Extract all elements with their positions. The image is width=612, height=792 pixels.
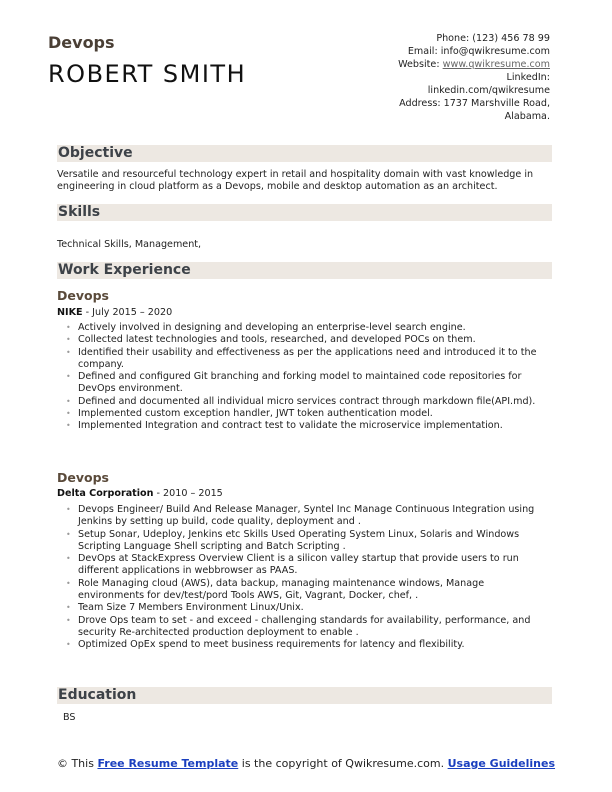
phone: Phone: (123) 456 78 99 xyxy=(436,33,550,44)
usage-guidelines-link[interactable]: Usage Guidelines xyxy=(447,757,556,770)
footer-prefix: © This xyxy=(56,757,98,770)
address-line1: Address: 1737 Marshville Road, xyxy=(399,98,550,109)
company-1: NIKE xyxy=(57,307,83,318)
list-item: • Defined and documented all individual micro services contract through markdown file(API.md). xyxy=(66,396,552,408)
work-heading-bar xyxy=(57,262,552,279)
list-item: • Identified their usability and effectiveness as per the applications need and introduced it to the company. xyxy=(66,347,552,372)
website-link[interactable]: www.qwikresume.com xyxy=(442,59,550,70)
objective-text: Versatile and resourceful technology expert in retail and hospitality domain with vast knowledge in engineering in cloud platform as a Devops, mobile and desktop automation as an architect. xyxy=(57,169,534,193)
free-template-link[interactable]: Free Resume Template xyxy=(97,757,239,770)
skills-heading: Skills xyxy=(58,204,101,220)
dates-1: - July 2015 – 2020 xyxy=(82,307,173,318)
email: Email: info@qwikresume.com xyxy=(407,46,550,57)
objective-heading-bar xyxy=(57,145,552,162)
list-item: • DevOps at StackExpress Overview Client is a silicon valley startup that provide users to run different applications in webbrowser as PAAS. xyxy=(66,553,552,578)
job-title-2: Devops xyxy=(57,470,109,485)
education-heading: Education xyxy=(58,687,137,703)
list-item: • Role Managing cloud (AWS), data backup, managing maintenance windows, Manage environments for dev/test/pord Tools AWS, Git, Vagrant, Docker, chef, . xyxy=(66,578,552,603)
company-2: Delta Corporation xyxy=(57,488,154,499)
dates-2: - 2010 – 2015 xyxy=(153,488,223,499)
list-item: • Actively involved in designing and developing an enterprise-level search engine. xyxy=(66,322,552,334)
footer xyxy=(0,757,612,770)
job-title: Devops xyxy=(48,33,115,52)
objective-heading: Objective xyxy=(58,145,133,161)
list-item: • Collected latest technologies and tools, researched, and developed POCs on them. xyxy=(66,334,552,346)
job-bullets-1 xyxy=(66,322,552,433)
job-meta-2 xyxy=(57,488,223,499)
linkedin: linkedin.com/qwikresume xyxy=(427,85,550,96)
footer-middle: is the copyright of Qwikresume.com. xyxy=(238,757,448,770)
list-item: • Defined and configured Git branching and forking model to maintained code repositories for DevOps environment. xyxy=(66,371,552,396)
list-item: • Optimized OpEx spend to meet business requirements for latency and flexibility. xyxy=(66,639,552,651)
linkedin-label: LinkedIn: xyxy=(506,72,550,83)
skills-text: Technical Skills, Management, xyxy=(57,239,202,250)
contact-block xyxy=(398,32,550,123)
list-item: • Implemented Integration and contract test to validate the microservice implementation. xyxy=(66,420,552,432)
education-text: BS xyxy=(63,712,76,723)
website xyxy=(398,58,550,71)
list-item: • Implemented custom exception handler, JWT token authentication model. xyxy=(66,408,552,420)
work-heading: Work Experience xyxy=(58,262,191,278)
list-item: • Drove Ops team to set - and exceed - challenging standards for availability, performance, and security Re-architected production deployment to enable . xyxy=(66,615,552,640)
job-title-1: Devops xyxy=(57,288,109,303)
education-heading-bar xyxy=(57,687,552,704)
website-label: Website: xyxy=(398,59,443,70)
list-item: • Setup Sonar, Udeploy, Jenkins etc Skills Used Operating System Linux, Solaris and Windows Scripting Language Shell scripting and Batch Scripting . xyxy=(66,529,552,554)
list-item: • Devops Engineer/ Build And Release Manager, Syntel Inc Manage Continuous Integration using Jenkins by setting up build, code quality, deployment and . xyxy=(66,504,552,529)
skills-heading-bar xyxy=(57,204,552,221)
job-bullets-2 xyxy=(66,504,552,652)
candidate-name: ROBERT SMITH xyxy=(48,60,247,88)
address-line2: Alabama. xyxy=(504,111,550,122)
list-item: • Team Size 7 Members Environment Linux/Unix. xyxy=(66,602,552,614)
job-meta-1 xyxy=(57,307,172,318)
